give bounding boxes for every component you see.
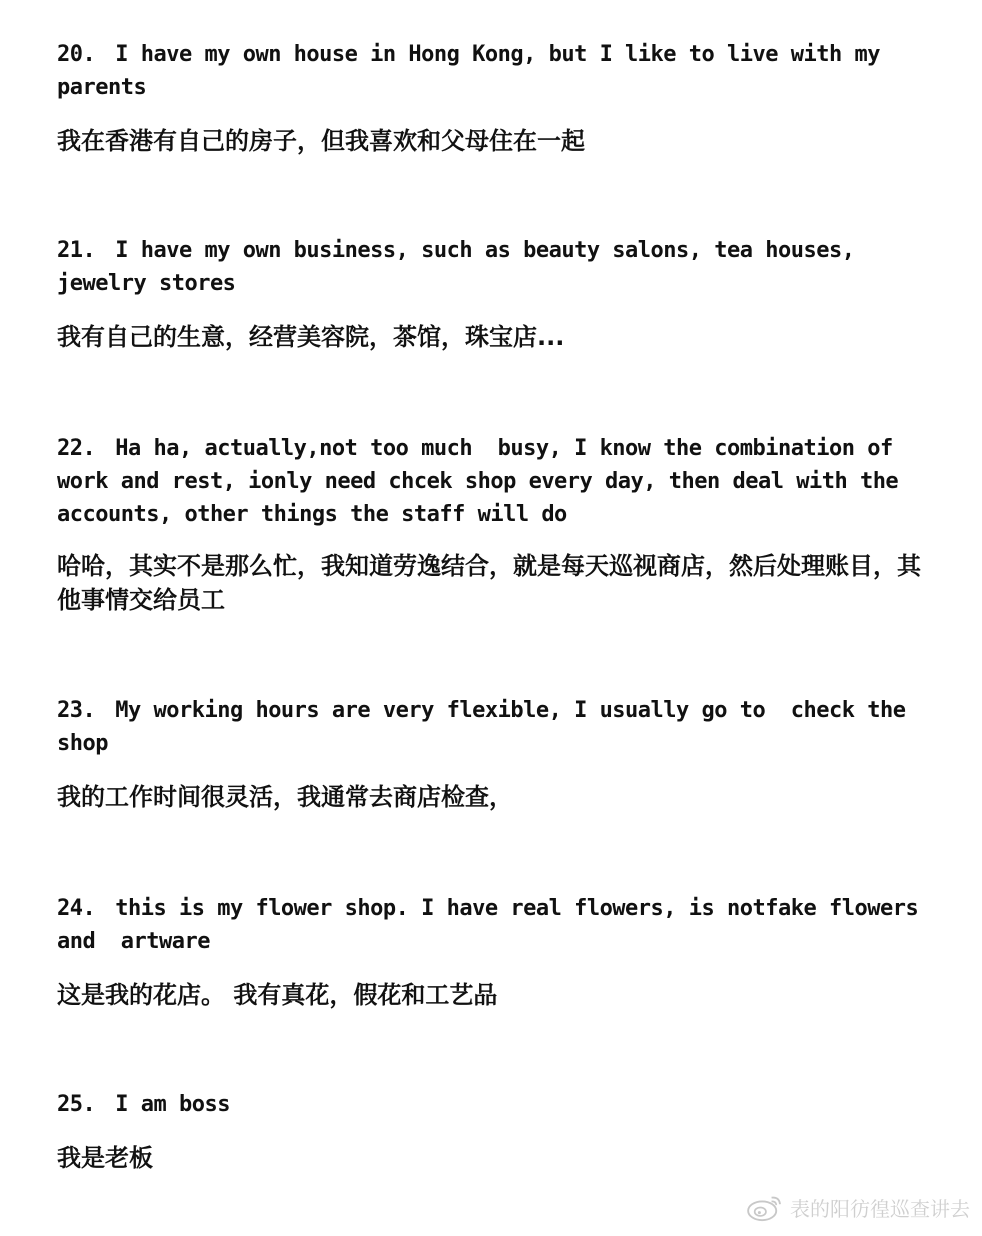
- chinese-line: 我的工作时间很灵活，我通常去商店检查，: [57, 783, 513, 811]
- weibo-logo-icon: [746, 1192, 784, 1222]
- entry-number: 24.: [57, 896, 96, 921]
- entry-24: [57, 892, 942, 1012]
- chinese-line: 这是我的花店。 我有真花，假花和工艺品: [57, 981, 498, 1009]
- watermark-text: 表的阳彷徨巡查讲去: [790, 1196, 970, 1221]
- english-text: I am boss: [115, 1092, 230, 1117]
- chinese-line: 我在香港有自己的房子，但我喜欢和父母住在一起: [57, 127, 585, 155]
- english-line: [57, 694, 942, 760]
- entry-number: 23.: [57, 698, 96, 723]
- english-line: [57, 38, 942, 104]
- english-line: [57, 234, 942, 300]
- english-line: [57, 1088, 942, 1121]
- entry-number: 20.: [57, 42, 96, 67]
- english-text: My working hours are very flexible, I usually go to check the shop: [57, 698, 919, 756]
- english-line: [57, 892, 942, 958]
- entry-20: [57, 38, 942, 158]
- chinese-line: 我有自己的生意，经营美容院，茶馆，珠宝店...: [57, 323, 565, 351]
- entry-23: [57, 694, 942, 814]
- entry-21: [57, 234, 942, 354]
- entry-number: 22.: [57, 436, 96, 461]
- watermark: [746, 1192, 970, 1222]
- entry-number: 25.: [57, 1092, 96, 1117]
- entry-22: [57, 432, 942, 617]
- entry-25: [57, 1088, 942, 1175]
- english-text: I have my own business, such as beauty salons, tea houses, jewelry stores: [57, 238, 868, 296]
- english-text: Ha ha, actually,not too much busy, I know the combination of work and rest, ionly need chcek shop every day, then deal with the accounts, other things the staff will do: [57, 436, 911, 527]
- chinese-line: 我是老板: [57, 1144, 153, 1172]
- chinese-line: 哈哈，其实不是那么忙，我知道劳逸结合，就是每天巡视商店，然后处理账目，其他事情交给员工: [57, 552, 921, 614]
- entry-number: 21.: [57, 238, 96, 263]
- english-text: this is my flower shop. I have real flowers, is notfake flowers and artware: [57, 896, 931, 954]
- english-line: [57, 432, 942, 531]
- english-text: I have my own house in Hong Kong, but I like to live with my parents: [57, 42, 893, 100]
